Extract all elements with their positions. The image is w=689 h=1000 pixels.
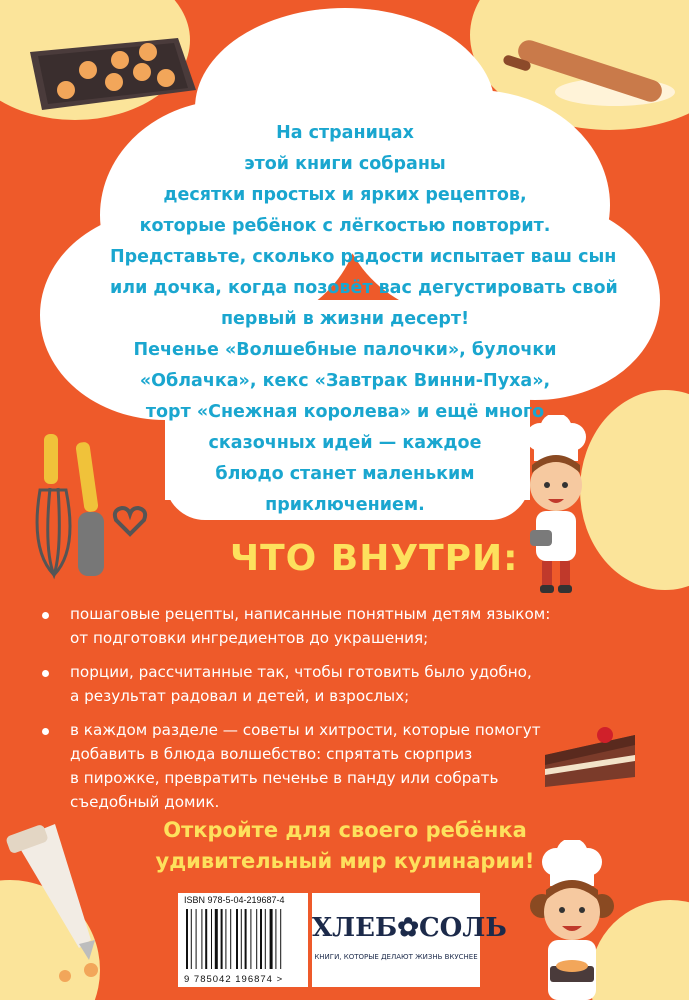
chef-boy-icon bbox=[510, 415, 600, 595]
cloud-line: первый в жизни десерт! bbox=[220, 309, 470, 329]
list-item-line: в каждом разделе — советы и хитрости, которые помогут bbox=[70, 721, 541, 739]
cloud-line: Печенье «Волшебные палочки», булочки bbox=[133, 340, 557, 360]
cloud-line: или дочка, когда позовёт вас дегустировать свой bbox=[110, 278, 618, 298]
list-item-line: от подготовки ингредиентов до украшения; bbox=[70, 629, 429, 647]
baking-tray-icon bbox=[18, 30, 198, 115]
barcode-number: 9 785042 196874 > bbox=[184, 974, 284, 985]
cloud-line: сказочных идей — каждое bbox=[208, 433, 482, 453]
spatula-icon bbox=[68, 440, 113, 580]
cake-slice-icon bbox=[535, 725, 645, 795]
list-item-line: порции, рассчитанные так, чтобы готовить было удобно, bbox=[70, 663, 532, 681]
cookie-cutter-icon bbox=[110, 500, 150, 540]
list-item-line: а результат радовал и детей, и взрослых; bbox=[70, 687, 410, 705]
publisher-name: ХЛЕБ✿СОЛЬ bbox=[312, 913, 507, 943]
bullet-icon bbox=[42, 612, 49, 619]
barcode-icon bbox=[184, 909, 302, 969]
closing-line-2: удивительный мир кулинарии! bbox=[155, 849, 535, 873]
bullet-icon bbox=[42, 728, 49, 735]
inside-title: ЧТО ВНУТРИ: bbox=[230, 538, 519, 579]
publisher-tagline: КНИГИ, КОТОРЫЕ ДЕЛАЮТ ЖИЗНЬ ВКУСНЕЕ bbox=[314, 953, 478, 961]
closing-line-1: Откройте для своего ребёнка bbox=[163, 818, 527, 842]
bullet-icon bbox=[42, 670, 49, 677]
isbn-text: ISBN 978-5-04-219687-4 bbox=[184, 895, 285, 905]
list-item-line: пошаговые рецепты, написанные понятным детям языком: bbox=[70, 605, 551, 623]
cloud-line: приключением. bbox=[265, 495, 425, 515]
list-item bbox=[40, 660, 540, 708]
publisher-logo bbox=[312, 893, 507, 987]
rolling-pin-icon bbox=[495, 40, 685, 110]
list-item bbox=[40, 718, 540, 814]
list-item-line: съедобный домик. bbox=[70, 793, 220, 811]
barcode-block bbox=[178, 893, 308, 987]
list-item-line: добавить в блюда волшебство: спрятать сюрприз bbox=[70, 745, 473, 763]
closing-slogan bbox=[110, 815, 580, 877]
cloud-line: «Облачка», кекс «Завтрак Винни-Пуха», bbox=[139, 371, 551, 391]
cloud-line: Представьте, сколько радости испытает ваш сын bbox=[110, 247, 617, 267]
cloud-line: этой книги собраны bbox=[244, 154, 446, 174]
cloud-line: десятки простых и ярких рецептов, bbox=[163, 185, 527, 205]
cloud-line: которые ребёнок с лёгкостью повторит. bbox=[139, 216, 551, 236]
features-list bbox=[40, 602, 551, 824]
list-item-line: в пирожке, превратить печенье в панду или собрать bbox=[70, 769, 499, 787]
piping-bag-icon bbox=[5, 820, 115, 985]
cloud-line: блюдо станет маленьким bbox=[215, 464, 475, 484]
cloud-line: торт «Снежная королева» и ещё много bbox=[145, 402, 545, 422]
list-item bbox=[40, 602, 551, 650]
cloud-line: На страницах bbox=[276, 123, 414, 143]
